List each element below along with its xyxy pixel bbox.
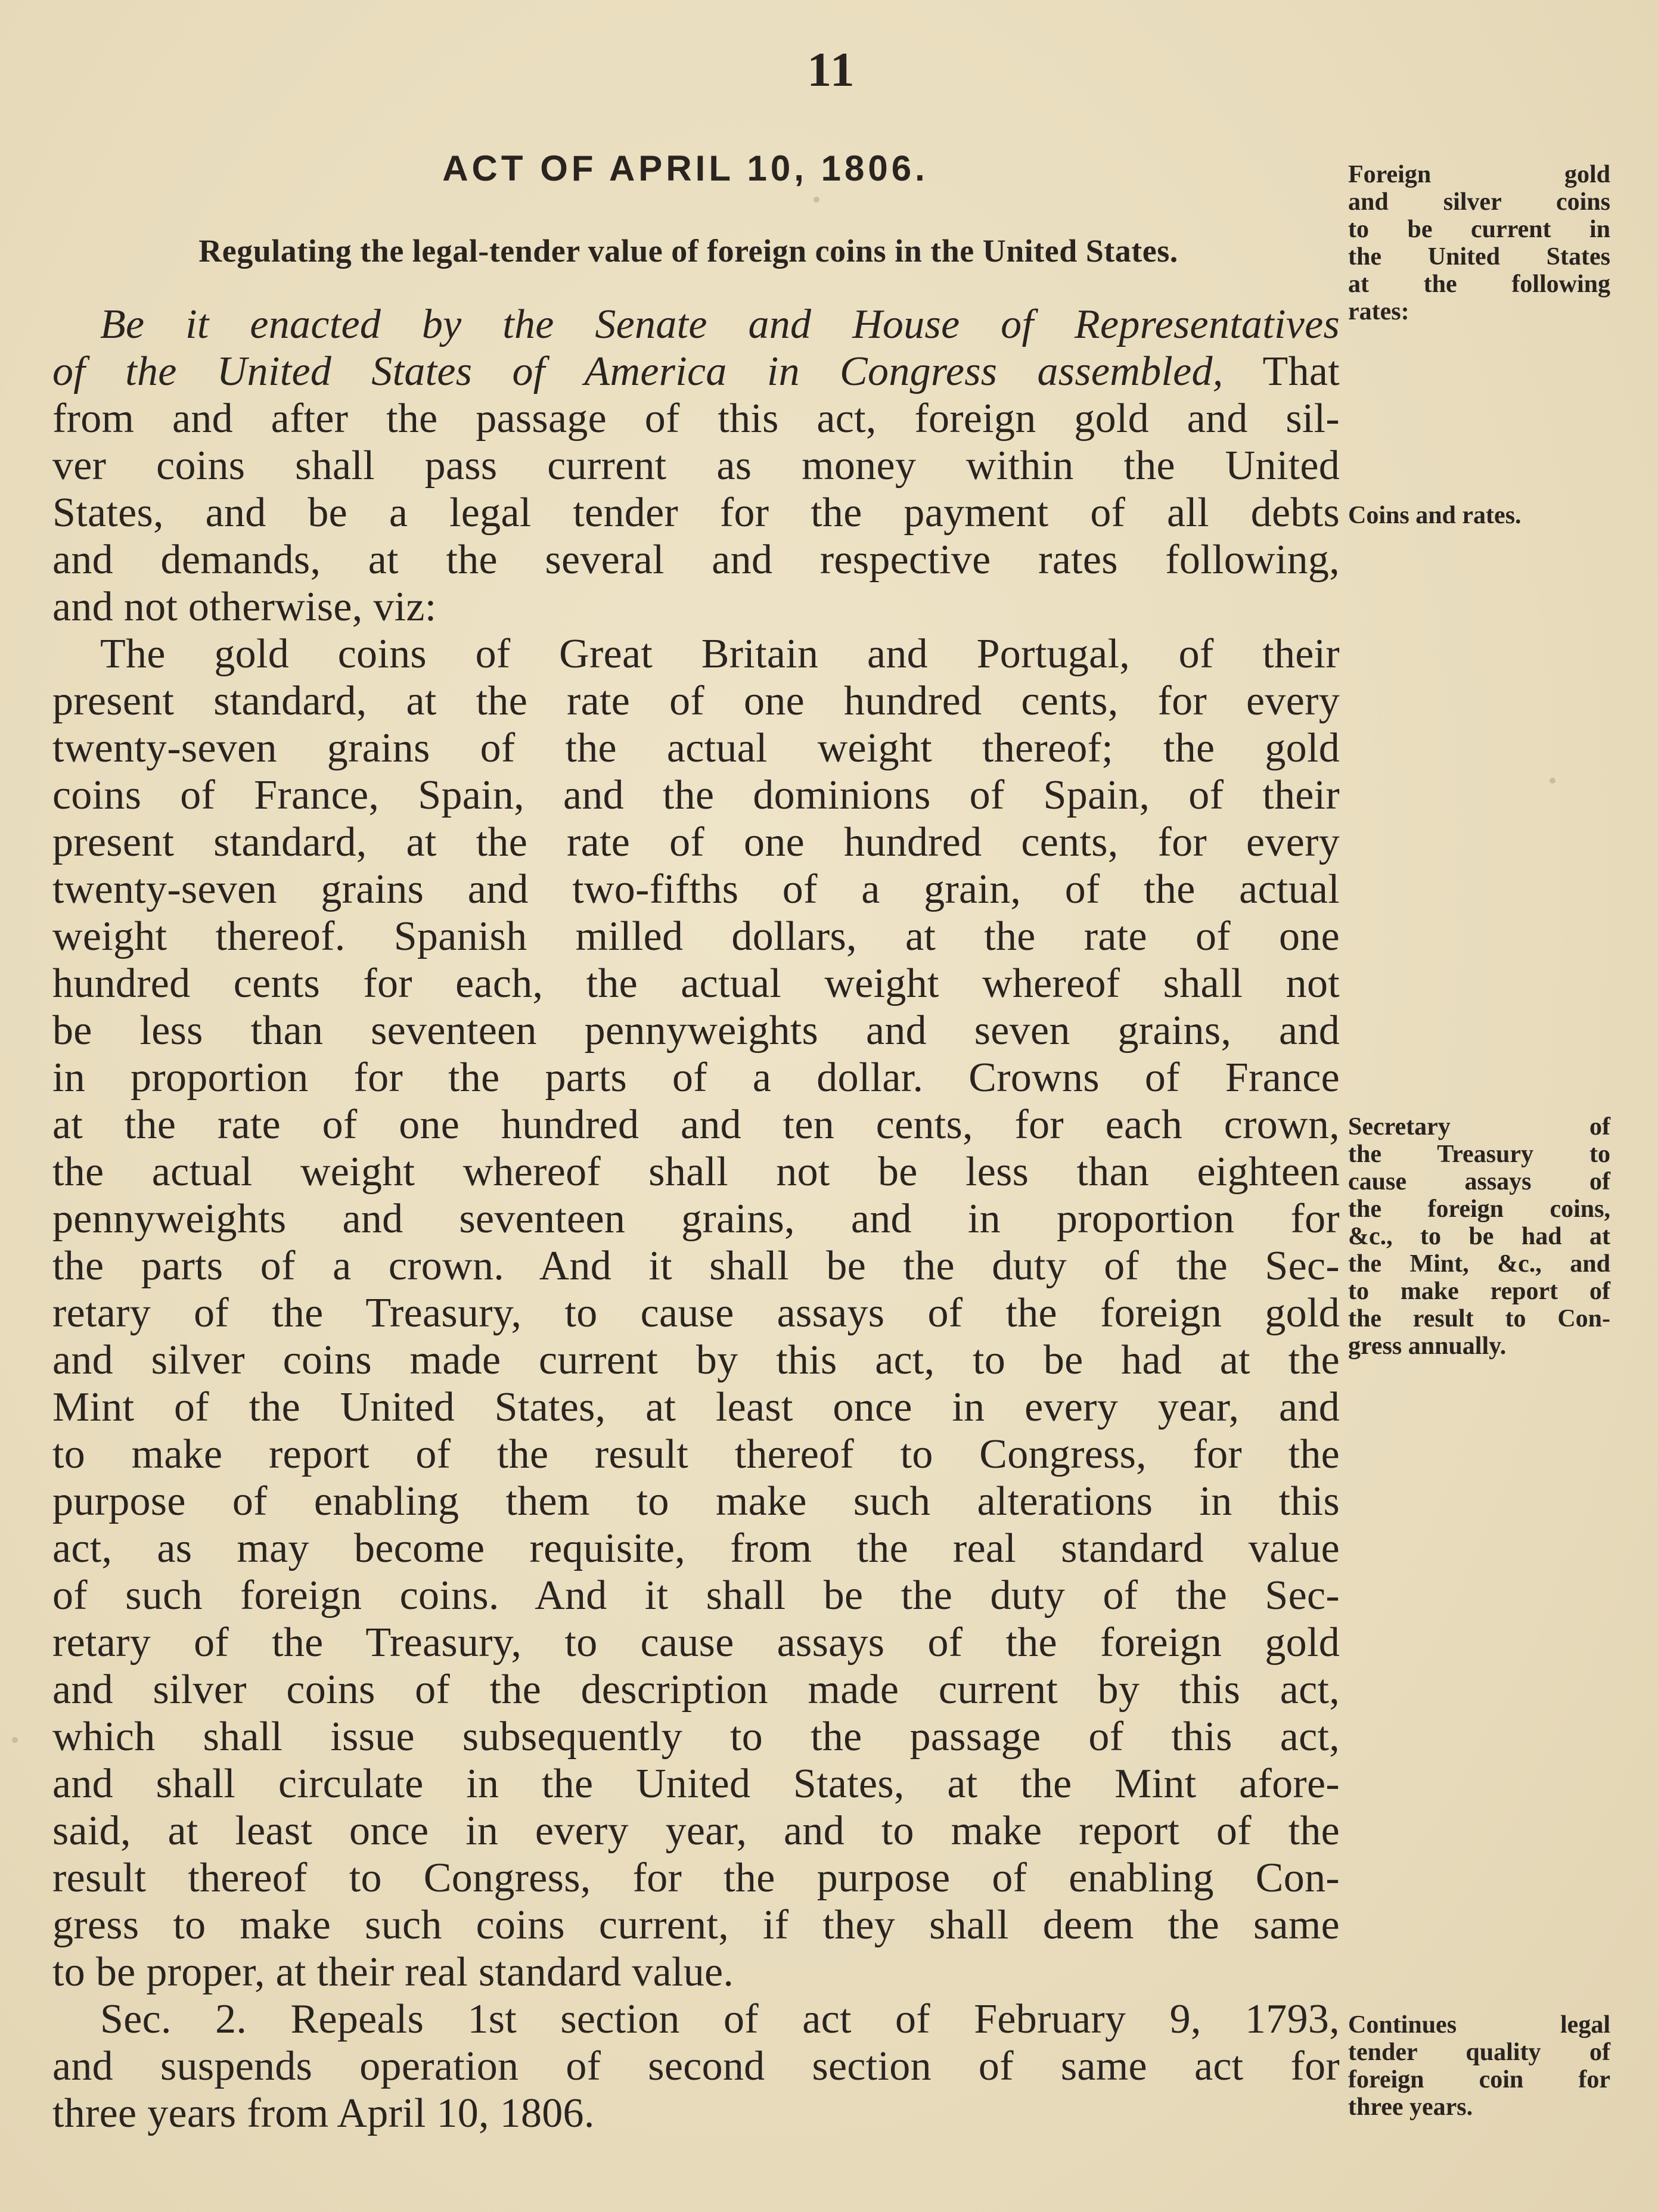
- page-number: 11: [807, 42, 856, 97]
- body-line: gress to make such coins current, if they shall deem the same: [52, 1902, 1340, 1948]
- margin-note-line: at the following: [1348, 271, 1610, 298]
- act-body: [52, 301, 1340, 2137]
- margin-note-line: and silver coins: [1348, 188, 1610, 216]
- body-line: retary of the Treasury, to cause assays of the foreign gold: [52, 1290, 1340, 1336]
- act-subtitle: Regulating the legal-tender value of foreign coins in the United States.: [198, 233, 1178, 269]
- body-line: and demands, at the several and respective rates following,: [52, 537, 1340, 583]
- body-line: to make report of the result thereof to Congress, for the: [52, 1431, 1340, 1477]
- body-line: purpose of enabling them to make such alterations in this: [52, 1478, 1340, 1524]
- body-line: States, and be a legal tender for the payment of all debts: [52, 490, 1340, 536]
- body-line: at the rate of one hundred and ten cents, for each crown,: [52, 1102, 1340, 1148]
- margin-note-line: the Mint, &c., and: [1348, 1250, 1610, 1278]
- act-title: ACT OF APRIL 10, 1806.: [442, 148, 929, 188]
- margin-note-line: the result to Con-: [1348, 1305, 1610, 1332]
- body-line: twenty-seven grains of the actual weight thereof; the gold: [52, 725, 1340, 771]
- margin-note-line: to be current in: [1348, 216, 1610, 243]
- body-line: hundred cents for each, the actual weight whereof shall not: [52, 961, 1340, 1006]
- margin-note-line: the United States: [1348, 243, 1610, 271]
- body-line: present standard, at the rate of one hundred cents, for every: [52, 819, 1340, 865]
- paper-speck: [1550, 778, 1555, 784]
- enacting-clause-line-1: Be it enacted by the Senate and House of Representatives: [100, 302, 1340, 347]
- body-line: coins of France, Spain, and the dominions of Spain, of their: [52, 772, 1340, 818]
- body-line: pennyweights and seventeen grains, and in proportion for: [52, 1196, 1340, 1242]
- body-line: retary of the Treasury, to cause assays of the foreign gold: [52, 1620, 1340, 1666]
- margin-note-line: the Treasury to: [1348, 1141, 1610, 1168]
- section-2-line: Sec. 2. Repeals 1st section of act of February 9, 1793,: [100, 1996, 1340, 2042]
- margin-note-line: foreign coin for: [1348, 2066, 1610, 2093]
- body-line: from and after the passage of this act, foreign gold and sil-: [52, 396, 1340, 442]
- body-line: and not otherwise, viz:: [52, 584, 437, 630]
- paper-speck: [814, 197, 819, 203]
- margin-note-line: &c., to be had at: [1348, 1223, 1610, 1250]
- body-line: be less than seventeen pennyweights and seven grains, and: [52, 1008, 1340, 1054]
- margin-note-line: rates:: [1348, 298, 1409, 325]
- enacting-clause-italic: of the United States of America in Congress assembled,: [52, 349, 1224, 394]
- margin-note-line: the foreign coins,: [1348, 1195, 1610, 1223]
- body-line: twenty-seven grains and two-fifths of a grain, of the actual: [52, 866, 1340, 912]
- body-line: of such foreign coins. And it shall be the duty of the Sec-: [52, 1573, 1340, 1618]
- body-line: in proportion for the parts of a dollar. Crowns of France: [52, 1055, 1340, 1101]
- margin-note-line: Foreign gold: [1348, 161, 1610, 188]
- body-line: The gold coins of Great Britain and Portugal, of their: [100, 631, 1340, 677]
- body-line: the actual weight whereof shall not be less than eighteen: [52, 1149, 1340, 1195]
- margin-note-treasury-assays: [1348, 1113, 1610, 1360]
- body-line: result thereof to Congress, for the purpose of enabling Con-: [52, 1855, 1340, 1901]
- enacting-clause-line-2: [52, 348, 1340, 395]
- body-line: weight thereof. Spanish milled dollars, at the rate of one: [52, 914, 1340, 959]
- body-line: and silver coins of the description made current by this act,: [52, 1667, 1340, 1713]
- body-line: act, as may become requisite, from the real standard value: [52, 1526, 1340, 1571]
- margin-note-line: three years.: [1348, 2093, 1473, 2121]
- margin-note-line: Coins and rates.: [1348, 502, 1522, 529]
- enacting-clause-roman: That: [1223, 349, 1340, 394]
- body-line: Mint of the United States, at least once in every year, and: [52, 1384, 1340, 1430]
- section-2-line: three years from April 10, 1806.: [52, 2090, 595, 2136]
- margin-note-line: Secretary of: [1348, 1113, 1610, 1141]
- margin-note-coins-rates: [1348, 502, 1610, 529]
- margin-note-line: cause assays of: [1348, 1168, 1610, 1195]
- margin-note-line: gress annually.: [1348, 1332, 1507, 1360]
- margin-note-line: Continues legal: [1348, 2011, 1610, 2039]
- body-line: ver coins shall pass current as money within the United: [52, 443, 1340, 489]
- body-line: which shall issue subsequently to the passage of this act,: [52, 1714, 1340, 1760]
- body-line: to be proper, at their real standard value.: [52, 1949, 734, 1995]
- section-2-line: and suspends operation of second section of same act for: [52, 2043, 1340, 2089]
- paper-speck: [12, 1737, 18, 1743]
- body-line: and silver coins made current by this act, to be had at the: [52, 1337, 1340, 1383]
- margin-note-legal-tender: [1348, 2011, 1610, 2121]
- body-line: said, at least once in every year, and to make report of the: [52, 1808, 1340, 1854]
- body-line: the parts of a crown. And it shall be the duty of the Sec-: [52, 1243, 1340, 1289]
- margin-note-line: to make report of: [1348, 1278, 1610, 1305]
- margin-note-line: tender quality of: [1348, 2039, 1610, 2066]
- margin-note-foreign-coins: [1348, 161, 1610, 325]
- body-line: and shall circulate in the United States, at the Mint afore-: [52, 1761, 1340, 1807]
- body-line: present standard, at the rate of one hundred cents, for every: [52, 678, 1340, 724]
